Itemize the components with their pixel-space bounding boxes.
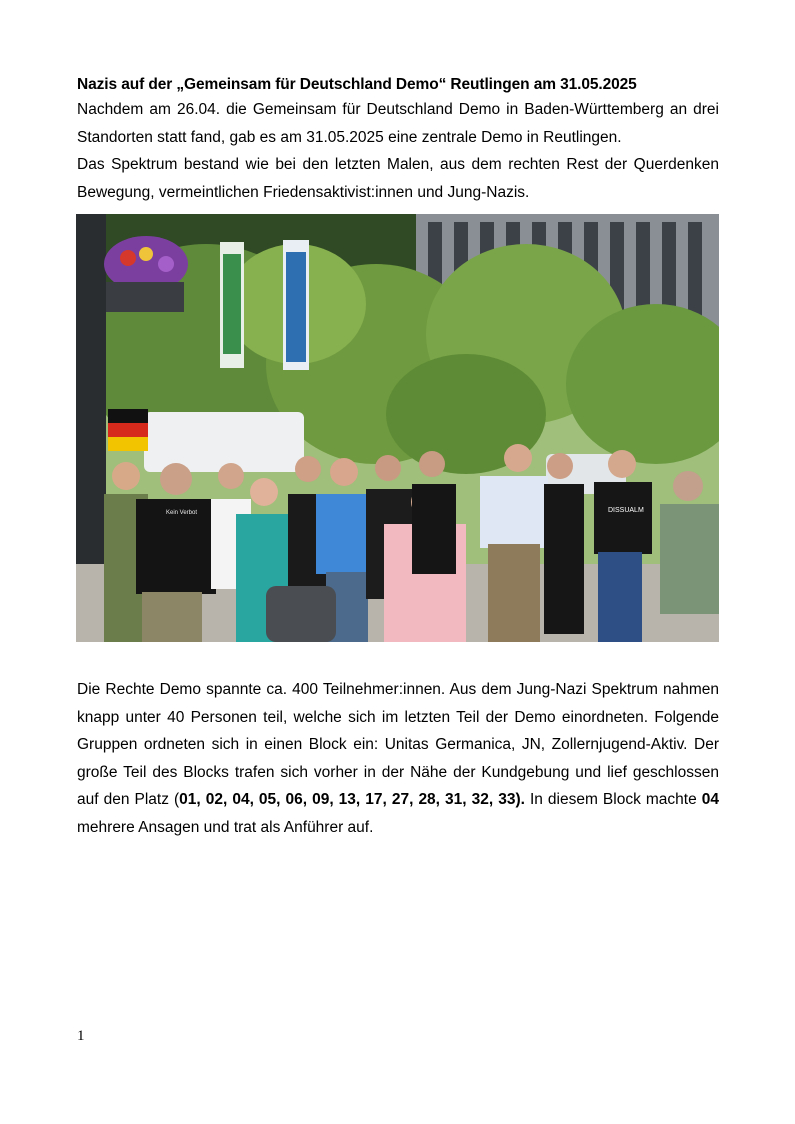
document-header: [77, 74, 719, 206]
body-paragraph: [77, 676, 719, 841]
body-text: [77, 676, 719, 841]
page-number: 1: [77, 1028, 85, 1044]
leader-number: 04: [701, 791, 719, 808]
demo-photo: [76, 214, 719, 642]
body-text-part-1: Die Rechte Demo spannte ca. 400 Teilnehmer:innen. Aus dem Jung-Nazi Spektrum nahmen knapp unter 40 Personen teil, welche sich im letzten Teil der Demo einordneten. Folgende Gruppen ordneten sich in einen Block ein: Unitas Germanica, JN, Zollernjugend-Aktiv. Der große Teil des Blocks trafen sich vorher in der Nähe der Kundgebung und lief geschlossen auf den Platz (: [77, 681, 719, 808]
body-text-part-2: In diesem Block machte: [524, 791, 702, 808]
shirt-print-2: DISSUALM: [608, 507, 644, 514]
intro-paragraph-2: Das Spektrum bestand wie bei den letzten Malen, aus dem rechten Rest der Querdenken Bewegung, vermeintlichen Friedensaktivist:innen und Jung-Nazis.: [77, 156, 719, 201]
participant-numbers: 01, 02, 04, 05, 06, 09, 13, 17, 27, 28, 31, 32, 33).: [179, 791, 525, 808]
body-text-part-3: mehrere Ansagen und trat als Anführer auf.: [77, 818, 374, 836]
document-title: Nazis auf der „Gemeinsam für Deutschland Demo“ Reutlingen am 31.05.2025: [77, 76, 637, 93]
shirt-print-1: Kein Verbot: [166, 510, 198, 516]
intro-paragraph-1: Nachdem am 26.04. die Gemeinsam für Deutschland Demo in Baden-Württemberg an drei Standorten statt fand, gab es am 31.05.2025 eine zentrale Demo in Reutlingen.: [77, 101, 719, 146]
